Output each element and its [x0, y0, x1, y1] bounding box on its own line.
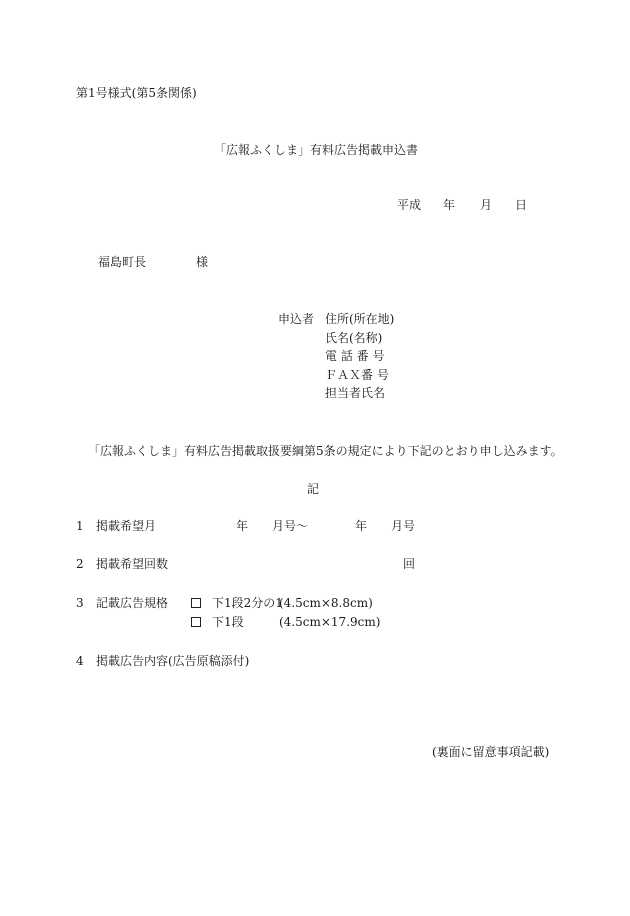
ki-heading: 記 — [307, 482, 320, 496]
item-1-year-start: 年 — [236, 519, 249, 533]
option-full-checkbox[interactable] — [191, 617, 201, 627]
applicant-label: 申込者 — [278, 312, 315, 326]
item-4-number: 4 — [76, 654, 84, 668]
option-full-size: (4.5cm×17.9cm) — [279, 615, 381, 629]
form-number: 第1号様式(第5条関係) — [76, 86, 197, 100]
document-title: 「広報ふくしま」有料広告掲載申込書 — [214, 143, 419, 157]
option-full-label: 下1段 — [212, 615, 244, 629]
applicant-name-field: 氏名(名称) — [325, 331, 383, 345]
item-1-number: 1 — [76, 519, 84, 533]
option-half-size: (4.5cm×8.8cm) — [279, 596, 373, 610]
option-half-label: 下1段2分の1 — [212, 596, 283, 610]
date-year: 年 — [443, 198, 456, 212]
item-4-label: 掲載広告内容(広告原稿添付) — [96, 654, 250, 668]
footer-note: (裏面に留意事項記載) — [432, 745, 550, 759]
item-2-unit: 回 — [403, 557, 416, 571]
item-1-month-start: 月号～ — [272, 519, 309, 533]
applicant-address-field: 住所(所在地) — [325, 312, 395, 326]
date-era: 平成 — [397, 198, 422, 212]
item-1-year-end: 年 — [355, 519, 368, 533]
applicant-fax-field: ＦＡＸ番 号 — [325, 368, 389, 382]
addressee-name: 福島町長 — [98, 255, 147, 269]
applicant-phone-field: 電 話 番 号 — [325, 349, 385, 363]
option-half-checkbox[interactable] — [191, 598, 201, 608]
item-2-number: 2 — [76, 557, 84, 571]
item-1-month-end: 月号 — [391, 519, 416, 533]
date-month: 月 — [480, 198, 493, 212]
item-1-label: 掲載希望月 — [96, 519, 157, 533]
item-3-label: 記載広告規格 — [96, 596, 169, 610]
addressee-honorific: 様 — [196, 255, 209, 269]
item-2-label: 掲載希望回数 — [96, 557, 169, 571]
body-text: 「広報ふくしま」有料広告掲載取扱要綱第5条の規定により下記のとおり申し込みます。 — [88, 444, 563, 458]
applicant-contact-field: 担当者氏名 — [325, 386, 386, 400]
date-day: 日 — [515, 198, 528, 212]
item-3-number: 3 — [76, 596, 84, 610]
